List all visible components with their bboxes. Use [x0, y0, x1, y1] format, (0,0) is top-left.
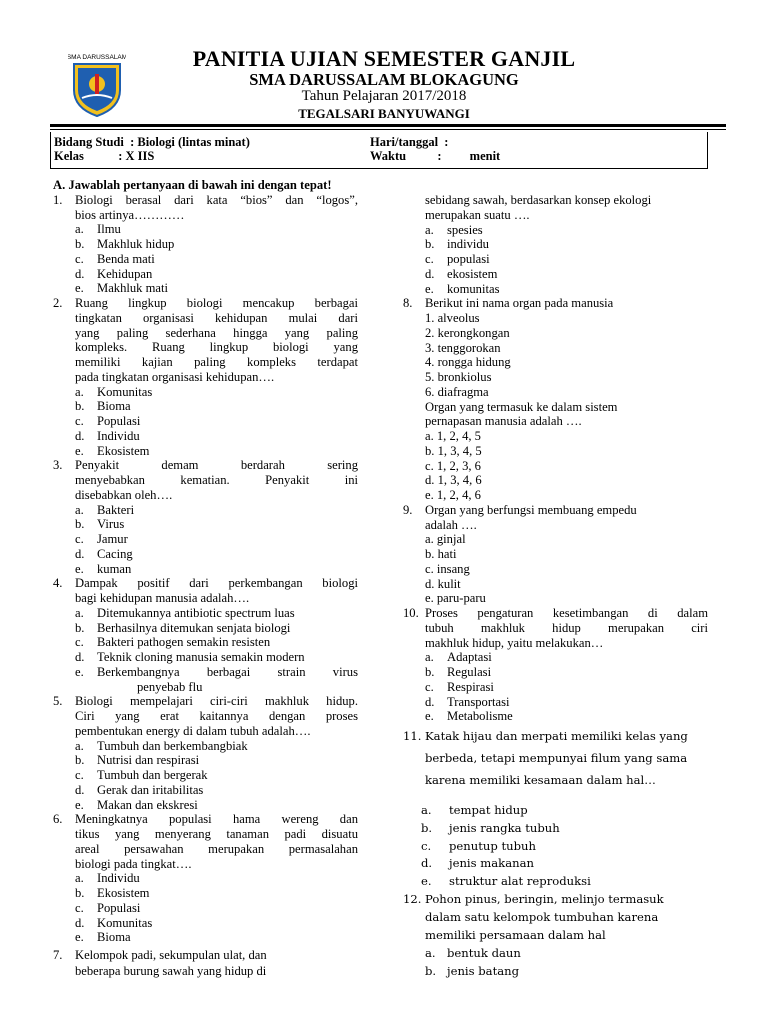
- question-text: pembentukan energy di dalam tubuh adalah….: [75, 723, 311, 738]
- left-column: [53, 178, 358, 979]
- question-text: menyebabkan kematian. Penyakit ini: [75, 473, 358, 487]
- list-item: 1. alveolus: [425, 311, 480, 325]
- question-text: berbeda, tetapi mempunyai filum yang sama: [425, 751, 688, 765]
- academic-year: Tahun Pelajaran 2017/2018: [301, 88, 467, 104]
- option: e. 1, 2, 4, 6: [425, 488, 481, 502]
- school-location: TEGALSARI BANYUWANGI: [298, 106, 470, 121]
- option: a. Komunitas: [75, 384, 153, 399]
- question-text: yang paling sederhana hingga yang paling: [75, 325, 358, 340]
- question-text: Berikut ini nama organ pada manusia: [425, 296, 614, 311]
- question-number: 8.: [403, 296, 413, 311]
- list-item: 2. kerongkongan: [425, 325, 510, 340]
- option: a. Bakteri: [75, 502, 135, 517]
- option: c. Benda mati: [75, 251, 155, 266]
- option: e. Metabolisme: [425, 709, 513, 724]
- question-text: makhluk hidup, yaitu melakukan…: [425, 635, 604, 650]
- question-text: Dampak positif dari perkembangan biologi: [75, 576, 358, 591]
- question-number: 5.: [53, 694, 63, 709]
- question-11: [403, 729, 708, 803]
- option: a. ginjal: [425, 532, 466, 547]
- question-text: Biologi berasal dari kata “bios” dan “logos”,: [75, 192, 358, 207]
- option: b. Virus: [75, 517, 125, 532]
- option: d. ekosistem: [425, 266, 498, 281]
- question-number: 7.: [53, 948, 63, 962]
- option: b. Berhasilnya ditemukan senjata biologi: [75, 620, 291, 635]
- question-text: Ruang lingkup biologi mencakup berbagai: [75, 296, 358, 310]
- question-number: 1.: [53, 192, 63, 207]
- question-3: [53, 458, 358, 576]
- section-a-instruction: A. Jawablah pertanyaan di bawah ini dengan tepat!: [53, 178, 332, 192]
- option: c. Tumbuh dan bergerak: [75, 768, 208, 782]
- list-item: 6. diafragma: [425, 384, 489, 399]
- question-5: [53, 694, 358, 812]
- option-continued: penyebab flu: [137, 679, 203, 694]
- question-text: beberapa burung sawah yang hidup di: [75, 964, 267, 978]
- question-text: sebidang sawah, berdasarkan konsep ekologi: [425, 193, 652, 207]
- question-text: Biologi mempelajari ciri-ciri makhluk hidup.: [75, 694, 358, 709]
- question-text: Kelompok padi, sekumpulan ulat, dan: [75, 948, 267, 962]
- question-text: Katak hijau dan merpati memiliki kelas yang: [425, 729, 688, 743]
- option: d. Cacing: [75, 546, 133, 561]
- option: e. komunitas: [425, 281, 500, 296]
- question-10: [403, 606, 708, 724]
- option: d. Kehidupan: [75, 266, 153, 281]
- question-text: Proses pengaturan kesetimbangan di dalam: [425, 606, 708, 620]
- question-text: areal persawahan merupakan permasalahan: [75, 841, 358, 856]
- question-text: memiliki kajian paling kompleks terdapat: [75, 355, 358, 369]
- question-number: 9.: [403, 502, 413, 517]
- option: a. Tumbuh dan berkembangbiak: [75, 738, 248, 753]
- option: a. Adaptasi: [425, 650, 492, 665]
- time-field: Waktu : menit: [370, 149, 501, 163]
- question-2: [53, 296, 358, 458]
- question-1: [53, 193, 358, 296]
- question-text: Pohon pinus, beringin, melinjo termasuk: [425, 891, 664, 906]
- question-text: kompleks. Ruang lingkup biologi yang: [75, 340, 358, 355]
- question-text: biologi pada tingkat….: [75, 856, 192, 871]
- option: d. Individu: [75, 428, 140, 443]
- option: c. insang: [425, 561, 470, 576]
- question-text: memiliki persamaan dalam hal: [425, 927, 606, 942]
- subject-field: Bidang Studi : Biologi (lintas minat): [54, 135, 250, 149]
- question-number: 11.: [403, 729, 422, 743]
- option: a. Ilmu: [75, 222, 121, 237]
- option: e. Berkembangnya berbagai strain virus: [75, 664, 358, 679]
- option: a. spesies: [425, 222, 483, 237]
- question-text: Meningkatnya populasi hama wereng dan: [75, 812, 358, 827]
- option: d. Gerak dan iritabilitas: [75, 782, 204, 797]
- option: c. penutup tubuh: [421, 838, 536, 853]
- day-date-field: Hari/tanggal :: [370, 135, 449, 149]
- option: b. jenis batang: [425, 963, 520, 978]
- question-number: 4.: [53, 576, 63, 591]
- option: d. Teknik cloning manusia semakin modern: [75, 650, 305, 664]
- option: e. Ekosistem: [75, 443, 150, 458]
- question-9: [403, 503, 708, 606]
- list-item: 4. rongga hidung: [425, 355, 511, 370]
- option: b. Regulasi: [425, 665, 492, 679]
- option: a. bentuk daun: [425, 945, 521, 960]
- option: b. Bioma: [75, 399, 131, 414]
- option: e. Makhluk mati: [75, 281, 169, 296]
- question-text: merupakan suatu ….: [425, 207, 530, 222]
- question-text: Ciri yang erat kaitannya dengan proses: [75, 709, 358, 723]
- question-text: Organ yang termasuk ke dalam sistem: [425, 399, 618, 414]
- question-text: bios artinya…………: [75, 207, 185, 222]
- question-number: 6.: [53, 812, 63, 827]
- option: b. jenis rangka tubuh: [421, 820, 560, 835]
- class-field: Kelas : X IIS: [54, 149, 155, 163]
- option: d. jenis makanan: [421, 856, 534, 871]
- question-7: [53, 947, 358, 979]
- option: d. kulit: [425, 576, 461, 591]
- right-column: [403, 193, 708, 982]
- option: e. Bioma: [75, 930, 131, 945]
- option: c. Populasi: [75, 900, 141, 915]
- question-number: 2.: [53, 296, 63, 310]
- option: d. Transportasi: [425, 694, 510, 709]
- logo-text: SMA DARUSSALAM: [68, 54, 126, 61]
- option: e. struktur alat reproduksi: [421, 874, 591, 889]
- question-text: bagi kehidupan manusia adalah….: [75, 591, 250, 605]
- option: d. 1, 3, 4, 6: [425, 473, 482, 488]
- option: b. hati: [425, 547, 457, 561]
- question-text: karena memiliki kesamaan dalam hal…: [425, 773, 656, 787]
- question-text: dalam satu kelompok tumbuhan karena: [425, 909, 659, 924]
- option: a. Individu: [75, 871, 140, 886]
- option: e. kuman: [75, 561, 132, 576]
- question-text: tubuh makhluk hidup merupakan ciri: [425, 620, 708, 635]
- question-text: pernapasan manusia adalah ….: [425, 414, 582, 429]
- question-text: adalah ….: [425, 517, 477, 532]
- option: b. Makhluk hidup: [75, 237, 175, 251]
- option: c. Respirasi: [425, 679, 494, 694]
- question-8: [403, 296, 708, 503]
- question-text: pada tingkatan organisasi kehidupan….: [75, 369, 275, 384]
- option: c. Jamur: [75, 532, 128, 546]
- option: c. 1, 2, 3, 6: [425, 458, 481, 473]
- option: c. Bakteri pathogen semakin resisten: [75, 635, 271, 650]
- option: a. tempat hidup: [421, 803, 528, 817]
- option: a. 1, 2, 4, 5: [425, 429, 481, 443]
- question-number: 12.: [403, 891, 422, 906]
- option: b. 1, 3, 4, 5: [425, 443, 482, 458]
- option: e. paru-paru: [425, 591, 486, 606]
- question-6: [53, 812, 358, 945]
- option: a. Ditemukannya antibiotic spectrum luas: [75, 605, 295, 620]
- question-text: disebabkan oleh….: [75, 487, 173, 502]
- list-item: 3. tenggorokan: [425, 340, 501, 355]
- question-text: tingkatan organisasi kehidupan mulai dari: [75, 310, 358, 325]
- option: b. Ekosistem: [75, 886, 150, 900]
- question-text: Organ yang berfungsi membuang empedu: [425, 502, 637, 517]
- option: c. Populasi: [75, 414, 141, 428]
- option: c. populasi: [425, 252, 490, 266]
- school-name: SMA DARUSSALAM BLOKAGUNG: [249, 70, 519, 89]
- option: e. Makan dan ekskresi: [75, 797, 198, 812]
- question-text: Penyakit demam berdarah sering: [75, 458, 358, 473]
- list-item: 5. bronkiolus: [425, 370, 492, 384]
- question-11-options: [403, 803, 708, 892]
- option: b. Nutrisi dan respirasi: [75, 753, 200, 768]
- question-number: 10.: [403, 606, 419, 620]
- question-4: [53, 576, 358, 694]
- exam-committee-title: PANITIA UJIAN SEMESTER GANJIL: [192, 46, 576, 71]
- question-text: tikus yang menyerang tanaman padi disuatu: [75, 827, 358, 841]
- option: d. Komunitas: [75, 915, 153, 930]
- question-12: [403, 892, 708, 982]
- header-rule-thin: [50, 129, 726, 130]
- option: b. individu: [425, 237, 489, 252]
- header-rule-thick: [50, 124, 726, 127]
- question-number: 3.: [53, 458, 63, 473]
